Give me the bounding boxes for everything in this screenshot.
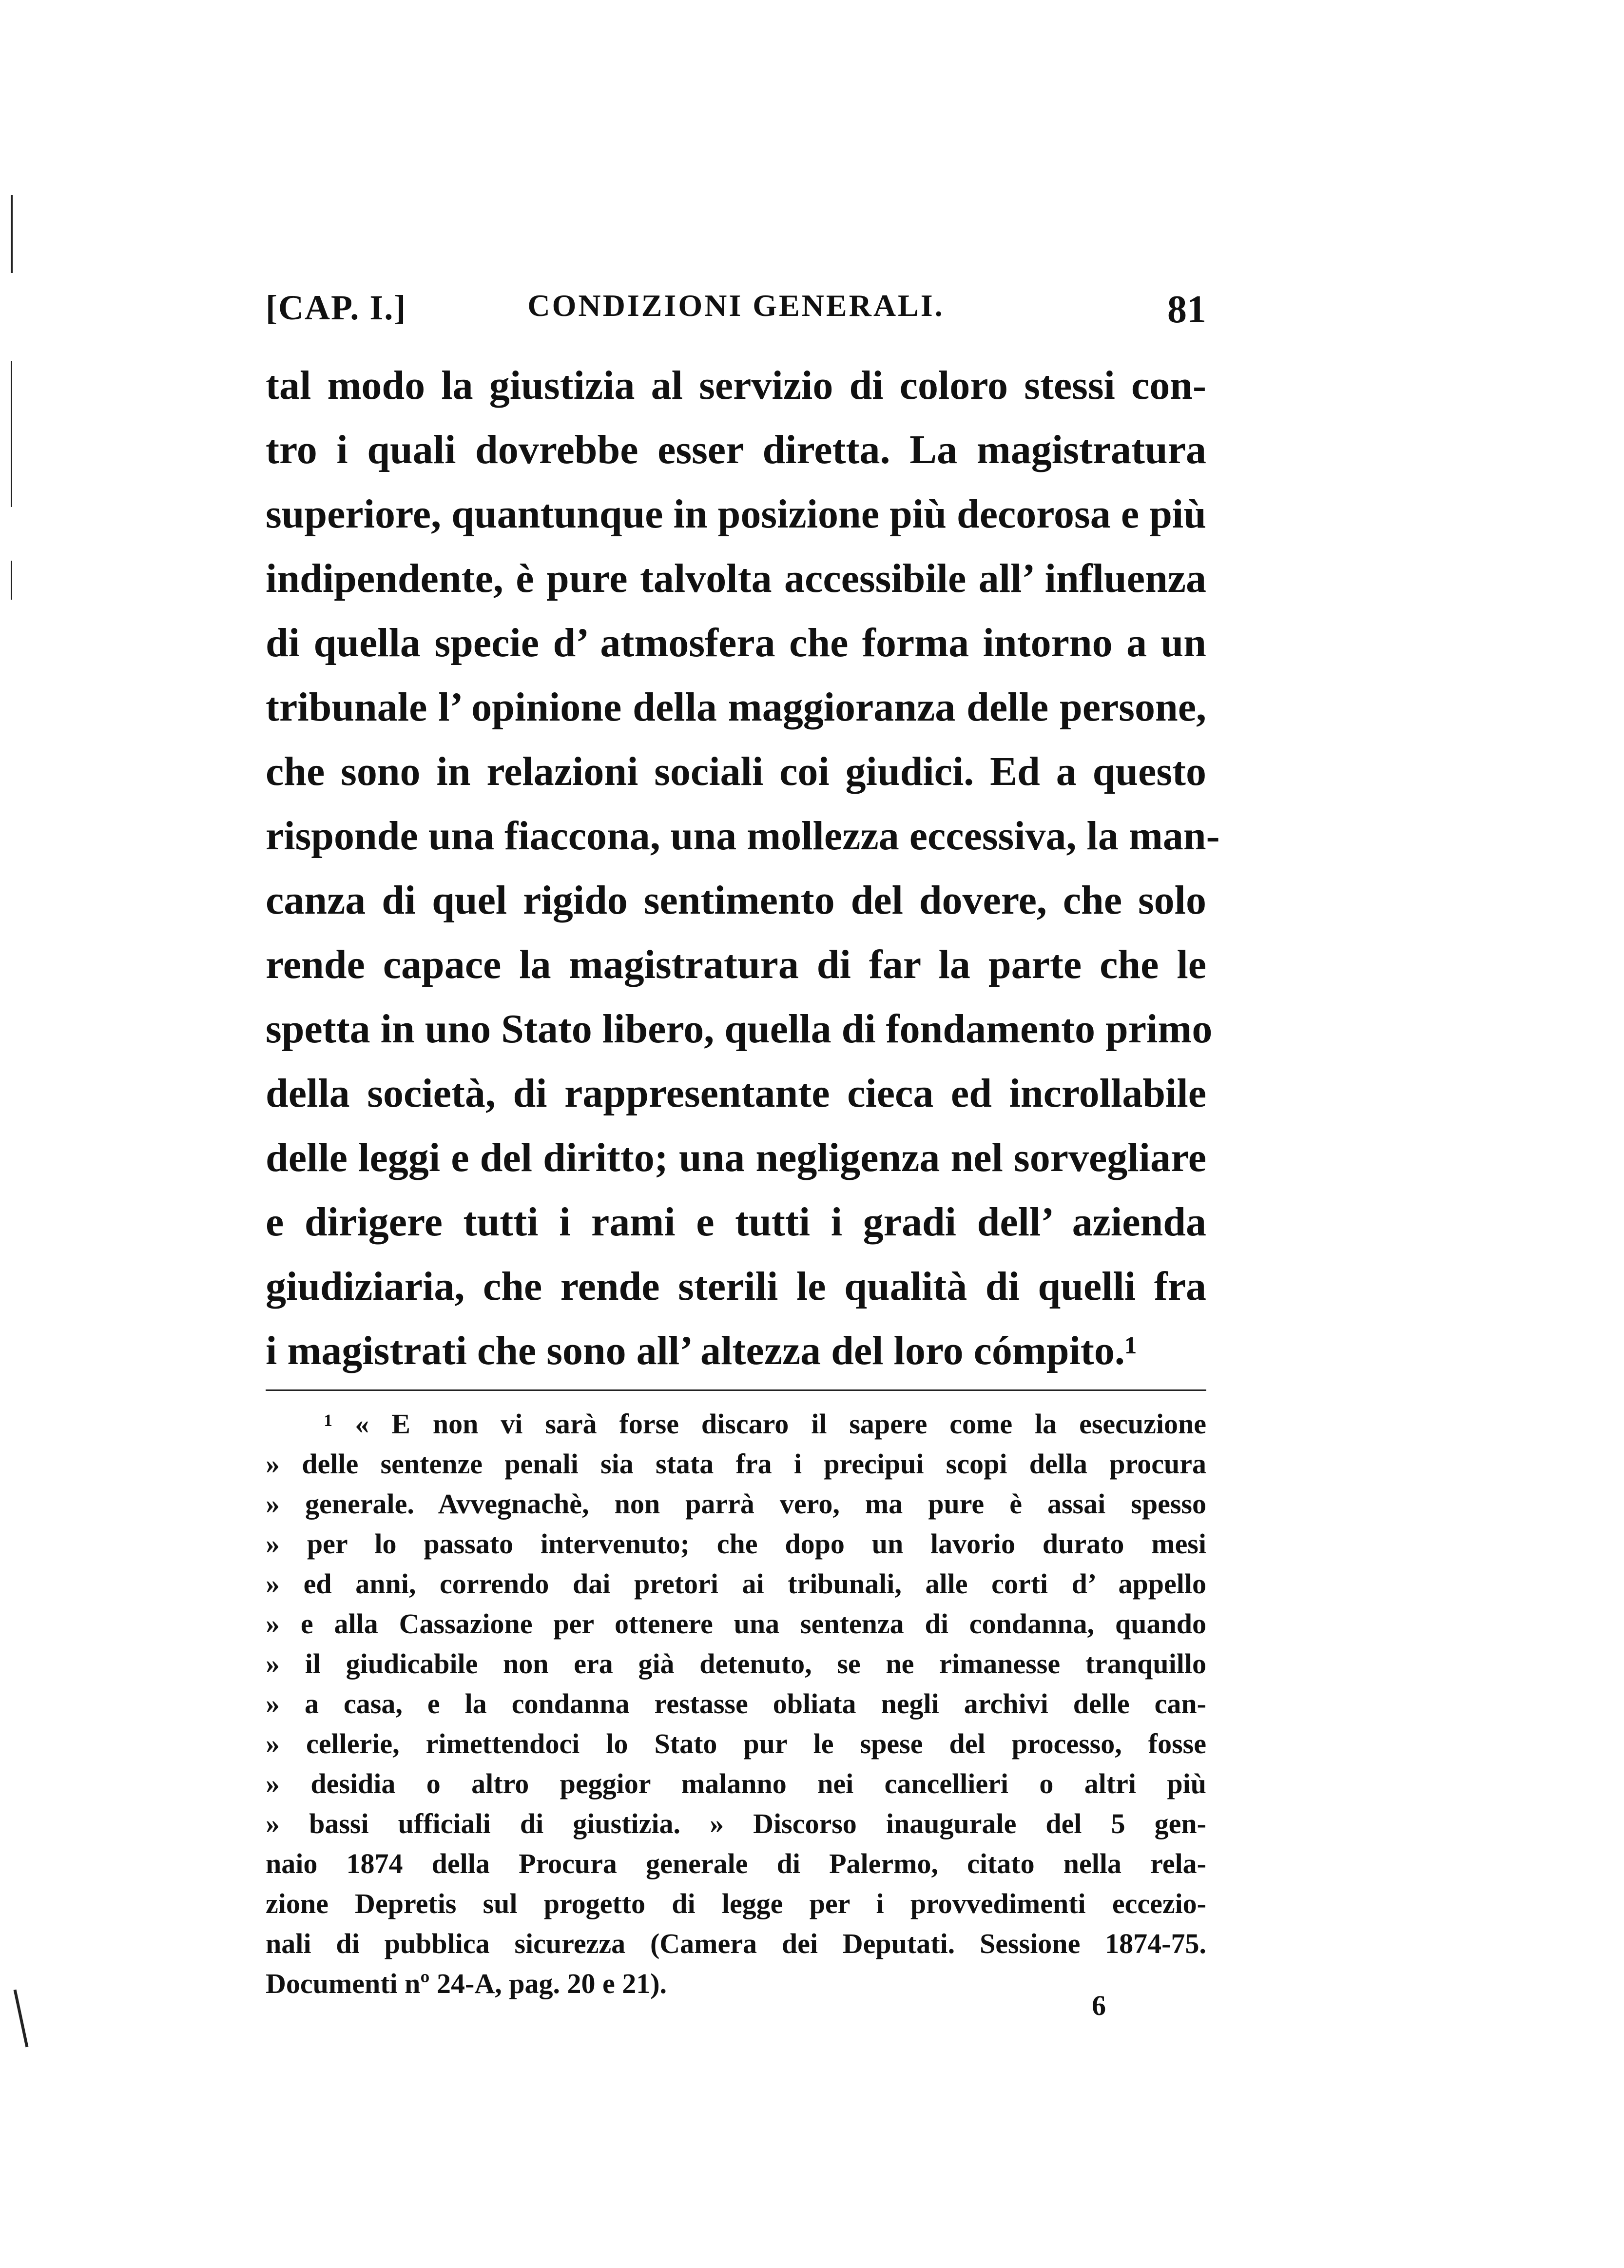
- footnote: [266, 1404, 1206, 2004]
- footnote-line: » generale. Avvegnachè, non parrà vero, ma pure è assai spesso: [266, 1488, 1206, 1520]
- text-line: di quella specie d’ atmosfera che forma intorno a un: [266, 620, 1206, 665]
- text-line: canza di quel rigido sentimento del dovere, che solo: [266, 878, 1206, 923]
- footnote-line: » per lo passato intervenuto; che dopo un lavorio durato mesi: [266, 1528, 1206, 1560]
- text-line: spetta in uno Stato libero, quella di fondamento primo: [266, 1006, 1213, 1052]
- scan-margin-line: [14, 1990, 29, 2048]
- text-line: giudiziaria, che rende sterili le qualità di quelli fra: [266, 1264, 1206, 1309]
- text-line: i magistrati che sono all’ altezza del loro cómpito.¹: [266, 1328, 1138, 1373]
- footnote-line: » delle sentenze penali sia stata fra i precipui scopi della procura: [266, 1448, 1206, 1480]
- footnote-separator: [266, 1389, 1206, 1391]
- footnote-line: » cellerie, rimettendoci lo Stato pur le spese del processo, fosse: [266, 1728, 1206, 1760]
- scan-margin-line: [11, 361, 12, 507]
- running-header: [266, 288, 1206, 332]
- text-line: tro i quali dovrebbe esser diretta. La magistratura: [266, 427, 1206, 472]
- text-line: della società, di rappresentante cieca ed incrollabile: [266, 1071, 1206, 1116]
- text-line: risponde una fiaccona, una mollezza eccessiva, la man-: [266, 813, 1220, 859]
- text-line: tribunale l’ opinione della maggioranza delle persone,: [266, 684, 1206, 730]
- footnote-line: Documenti nº 24-A, pag. 20 e 21).: [266, 1968, 667, 1999]
- footnote-line: » desidia o altro peggior malanno nei cancellieri o altri più: [266, 1768, 1206, 1799]
- footnote-line: » e alla Cassazione per ottenere una sentenza di condanna, quando: [266, 1608, 1206, 1640]
- footnote-line: naio 1874 della Procura generale di Palermo, citato nella rela-: [266, 1848, 1206, 1879]
- text-line: tal modo la giustizia al servizio di coloro stessi con-: [266, 363, 1206, 408]
- chapter-label: [CAP. I.]: [266, 288, 407, 327]
- running-title: CONDIZIONI GENERALI.: [527, 288, 945, 323]
- footnote-line: ¹ « E non vi sarà forse discaro il sapere come la esecuzione: [324, 1408, 1206, 1440]
- text-line: superiore, quantunque in posizione più decorosa e più: [266, 491, 1206, 537]
- main-text: [266, 353, 1220, 1383]
- text-line: rende capace la magistratura di far la parte che le: [266, 942, 1206, 987]
- footnote-line: » bassi ufficiali di giustizia. » Discorso inaugurale del 5 gen-: [266, 1808, 1206, 1839]
- footnote-line: zione Depretis sul progetto di legge per i provvedimenti eccezio-: [266, 1888, 1206, 1919]
- page-number: 81: [1167, 288, 1206, 331]
- text-line: delle leggi e del diritto; una negligenza nel sorvegliare: [266, 1135, 1206, 1180]
- footnote-line: » il giudicabile non era già detenuto, se ne rimanesse tranquillo: [266, 1648, 1206, 1680]
- footnote-line: » a casa, e la condanna restasse obliata negli archivi delle can-: [266, 1688, 1206, 1720]
- text-line: che sono in relazioni sociali coi giudici. Ed a questo: [266, 749, 1206, 794]
- scan-margin-line: [11, 195, 13, 273]
- footnote-line: » ed anni, correndo dai pretori ai tribunali, alle corti d’ appello: [266, 1568, 1206, 1600]
- text-line: indipendente, è pure talvolta accessibile all’ influenza: [266, 556, 1206, 601]
- scan-margin-line: [11, 561, 12, 600]
- footnote-line: nali di pubblica sicurezza (Camera dei Deputati. Sessione 1874-75.: [266, 1928, 1206, 1959]
- signature-mark: 6: [1092, 1990, 1106, 2021]
- text-line: e dirigere tutti i rami e tutti i gradi dell’ azienda: [266, 1199, 1206, 1245]
